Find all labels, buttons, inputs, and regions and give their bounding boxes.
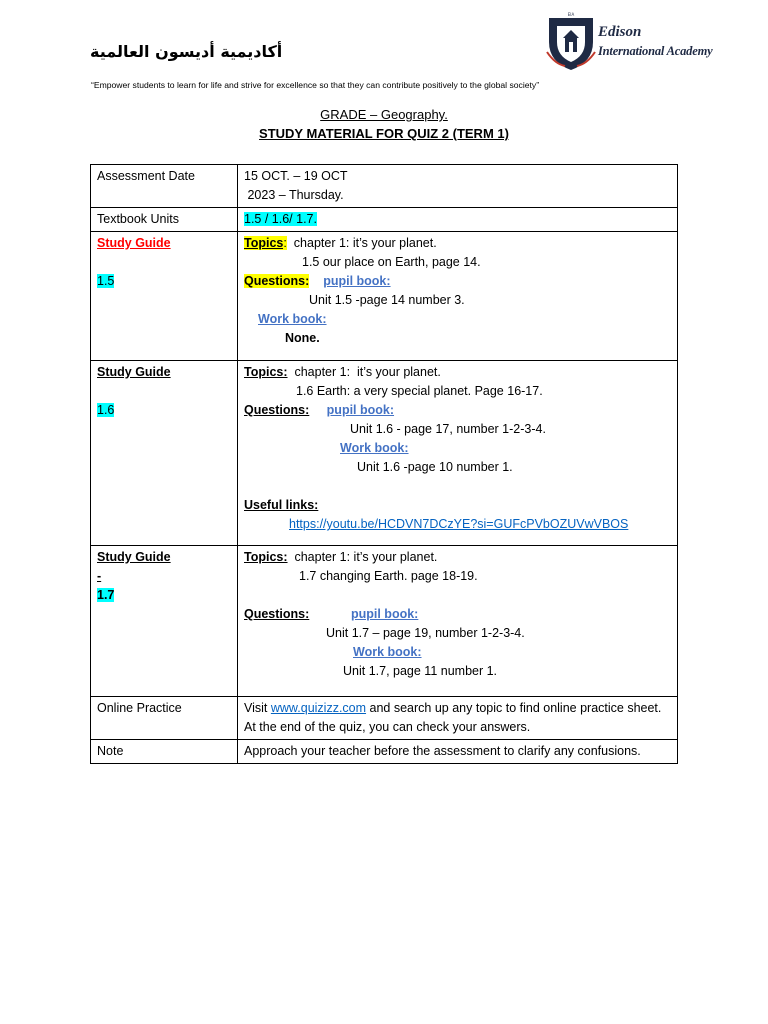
arabic-school-name: أكاديمية أديسون العالمية xyxy=(90,42,283,61)
study-guide-label-cell: Study Guide - 1.7 xyxy=(91,546,238,697)
study-guide-content: Topics: chapter 1: it’s your planet. 1.7 changing Earth. page 18-19. Questions: pupil book: Unit 1.7 – page 19, number 1-2-3-4. Work book: Unit 1.7, page 11 number 1. xyxy=(238,546,678,697)
work-book-label: Work book: xyxy=(340,441,409,455)
row-label: Online Practice xyxy=(91,697,238,740)
pupil-book-label: pupil book: xyxy=(326,403,395,417)
study-guide-unit: 1.7 xyxy=(97,588,115,602)
shield-crest-icon xyxy=(547,18,595,70)
study-guide-label-cell xyxy=(91,361,238,546)
row-label: Assessment Date xyxy=(91,165,238,208)
study-guide-unit: 1.6 xyxy=(97,403,115,417)
note-cell: Approach your teacher before the assessment to clarify any confusions. xyxy=(238,740,678,764)
table-row xyxy=(91,232,678,361)
logo-badge: EIA xyxy=(567,12,575,17)
logo-title: Edison xyxy=(598,24,642,40)
logo-subtitle: International Academy xyxy=(598,44,713,58)
table-row xyxy=(91,165,678,208)
study-guide-heading: Study Guide xyxy=(97,550,171,564)
table-row xyxy=(91,546,678,697)
study-guide-unit: 1.5 xyxy=(97,274,115,288)
assessment-date-cell: 15 OCT. – 19 OCT 2023 – Thursday. xyxy=(238,165,678,208)
work-book-label: Work book: xyxy=(353,645,422,659)
online-practice-cell: Visit www.quizizz.com and search up any topic to find online practice sheet. At the end of the quiz, you can check your answers. xyxy=(238,697,678,740)
row-label: Textbook Units xyxy=(91,208,238,232)
work-book-label: Work book: xyxy=(258,312,327,326)
school-logo xyxy=(545,12,725,74)
study-guide-heading: Study Guide xyxy=(97,365,171,379)
quizizz-link[interactable]: www.quizizz.com xyxy=(270,701,367,715)
row-label: Note xyxy=(91,740,238,764)
pupil-book-label: pupil book: xyxy=(323,274,391,288)
table-row xyxy=(91,697,678,740)
study-material-table xyxy=(90,164,678,764)
units-value: 1.5 / 1.6/ 1.7. xyxy=(244,212,317,226)
table-row xyxy=(91,361,678,546)
study-guide-content: Topics: chapter 1: it’s your planet. 1.5 our place on Earth, page 14. Questions: pupil book: Unit 1.5 -page 14 number 3. Work book: None. xyxy=(238,232,678,361)
study-guide-heading: Study Guide xyxy=(97,236,171,250)
school-motto: “Empower students to learn for life and strive for excellence so that they can contribute positively to the global society” xyxy=(91,80,540,90)
pupil-book-label: pupil book: xyxy=(350,607,419,621)
table-row xyxy=(91,208,678,232)
document-subtitle: STUDY MATERIAL FOR QUIZ 2 (TERM 1) xyxy=(259,126,509,141)
textbook-units-cell xyxy=(238,208,678,232)
study-guide-content: Topics: chapter 1: it’s your planet. 1.6 Earth: a very special planet. Page 16-17. Questions: pupil book: Unit 1.6 - page 17, number 1-2-3-4. Work book: Unit 1.6 -page 10 number 1. Useful links: https://youtu.be/HCDVN7DCzYE?si=GUFcPVbOZUVwVBOS xyxy=(238,361,678,546)
study-guide-label-cell xyxy=(91,232,238,361)
document-title: GRADE – Geography. xyxy=(320,107,448,122)
youtube-link[interactable]: https://youtu.be/HCDVN7DCzYE?si=GUFcPVbOZUVwVBOS xyxy=(289,517,629,531)
table-row xyxy=(91,740,678,764)
